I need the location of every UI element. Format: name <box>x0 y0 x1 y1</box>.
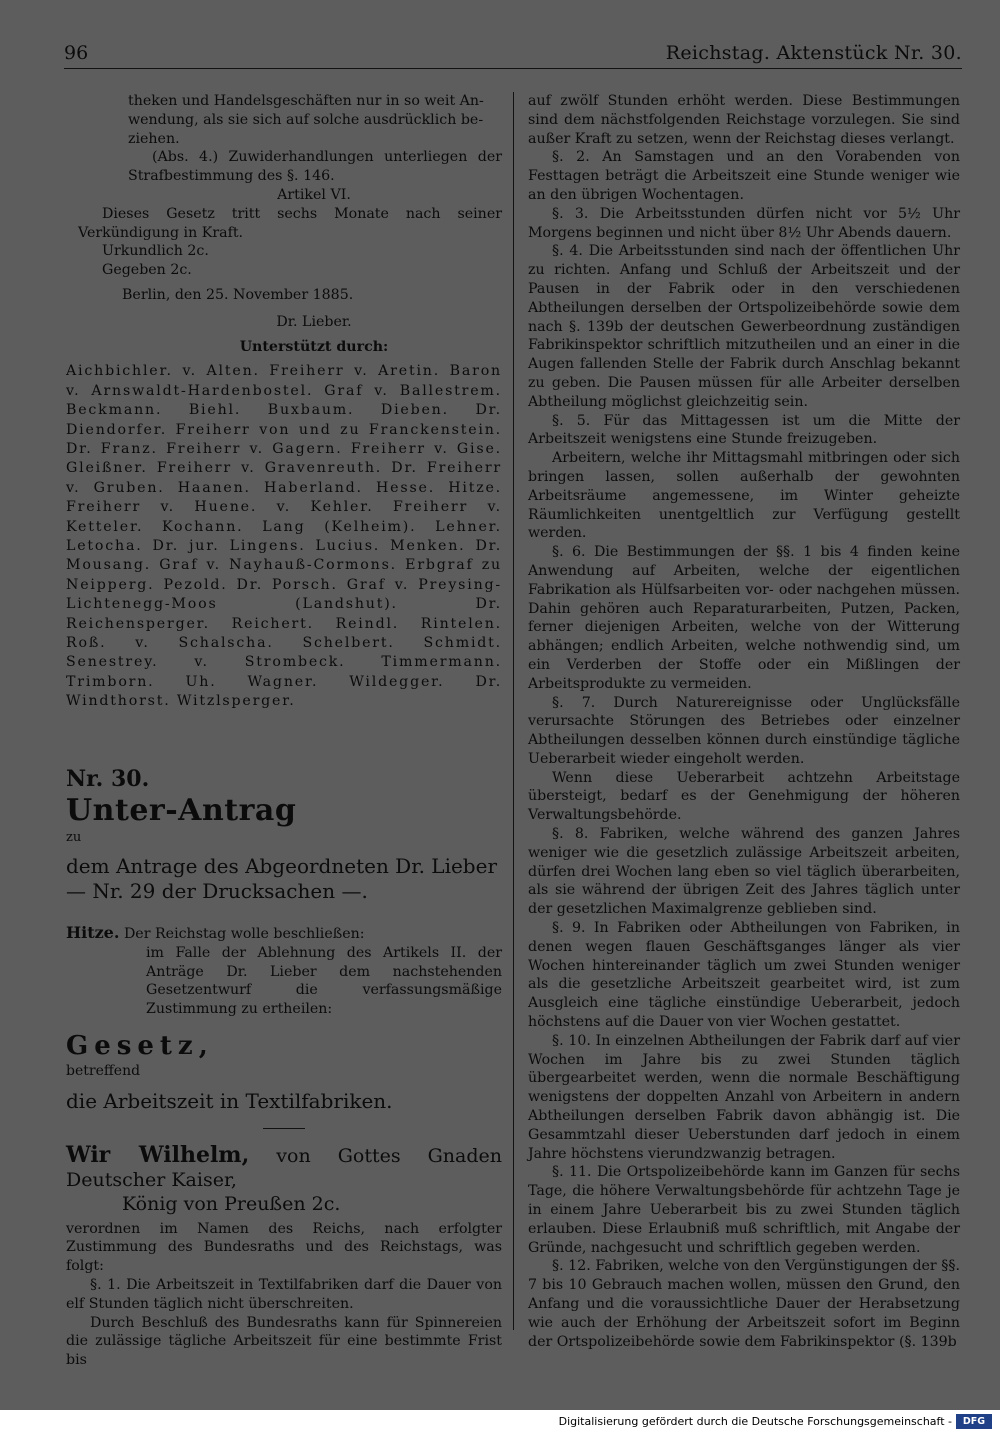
document-title: Unter-Antrag <box>66 793 297 829</box>
paragraph-7b: Wenn diese Ueberarbeit achtzehn Arbeitstage übersteigt, bedarf es der Genehmigung der höheren Verwaltungsbehörde. <box>528 769 960 824</box>
paragraph-4: §. 4. Die Arbeitsstunden sind nach der öffentlichen Uhr zu richten. Anfang und Schluß der Arbeitszeit und der Pausen in der Fabrik oder in den verschiedenen Abtheilungen derselben der Ortspolizeibehörde sowie dem nach §. 139b der deutschen Gewerbeordnung zuständigen Fabrikinspektor schriftlich mitzutheilen und an einer in die Augen fallenden Stelle der Fabrik durch Anschlag bekannt zu geben. Die Pausen müssen für alle Arbeiter derselben Abtheilung möglichst gleichzeitig sein. <box>528 243 960 410</box>
gesetz-subject: die Arbeitszeit in Textilfabriken. <box>66 1088 393 1113</box>
wir-title: von Gottes Gnaden Deutscher Kaiser, <box>66 1144 502 1191</box>
artikel-text: Dieses Gesetz tritt sechs Monate nach seiner Verkündigung in Kraft. <box>78 205 502 241</box>
paragraph-2: §. 2. An Samstagen und an den Vorabenden von Festtagen beträgt die Arbeitszeit eine Stunde weniger wie an den übrigen Wochentagen. <box>528 149 960 203</box>
supported-by-heading: Unterstützt durch: <box>239 338 389 355</box>
paragraph-12: §. 12. Fabriken, welche von den Vergünstigungen der §§. 7 bis 10 Gebrauch machen wollen, müssen den Grund, den Anfang und die voraussichtliche Dauer der Herabsetzung wie auch der Erhöhung der Arbeitszeit sofort im Beginn der Ortspolizeibehörde sowie dem Fabrikinspektor (§. 139b <box>528 1258 960 1350</box>
subtitle-line-1: dem Antrage des Abgeordneten Dr. Lieber <box>66 854 498 879</box>
page-number: 96 <box>64 42 89 64</box>
urkundlich: Urkundlich 2c. <box>102 243 209 260</box>
continuation-line: wendung, als sie sich auf solche ausdrücklich be- <box>128 111 484 128</box>
funding-credit: Digitalisierung gefördert durch die Deutsche Forschungsgemeinschaft - <box>558 1415 952 1428</box>
paragraph-1: §. 1. Die Arbeitszeit in Textilfabriken darf die Dauer von elf Stunden täglich nicht überschreiten. <box>66 1277 502 1312</box>
footer-band <box>0 1410 1000 1432</box>
gegeben: Gegeben 2c. <box>102 262 192 279</box>
right-continuation: auf zwölf Stunden erhöht werden. Diese Bestimmungen sind dem nächstfolgenden Reichstage vorzulegen. Sie sind außer Kraft zu setzen, wenn der Reichstag dieses verlangt. <box>528 93 960 147</box>
verordnen-paragraph: verordnen im Namen des Reichs, nach erfolgter Zustimmung des Bundesraths und des Reichstags, was folgt: <box>66 1220 502 1275</box>
signer: Dr. Lieber. <box>276 313 352 330</box>
column-divider <box>513 92 514 1330</box>
left-column <box>66 92 502 1370</box>
header-rule <box>64 68 962 69</box>
running-title: Reichstag. Aktenstück Nr. 30. <box>665 42 962 64</box>
document-number: Nr. 30. <box>66 765 150 792</box>
paragraph-5: §. 5. Für das Mittagessen ist um die Mitte der Arbeitszeit wenigstens eine Stunde freizugeben. <box>528 412 960 448</box>
preamble-king: König von Preußen 2c. <box>122 1192 341 1215</box>
betreffend: betreffend <box>66 1062 141 1079</box>
motion-intro-text: Der Reichstag wolle beschließen: <box>123 926 365 943</box>
gesetz-heading: Gesetz, <box>66 1031 214 1062</box>
supporters-list: Aichbichler. v. Alten. Freiherr v. Aretin. Baron v. Arnswaldt-Hardenbostel. Graf v. Ballestrem. Beckmann. Biehl. Buxbaum. Dieben. Dr. Diendorfer. Freiherr von und zu Franckenstein. Dr. Franz. Freiherr v. Gagern. Freiherr v. Gise. Gleißner. Freiherr v. Gravenreuth. Dr. Freiherr v. Gruben. Haanen. Haberland. Hesse. Hitze. Freiherr v. Huene. v. Kehler. Freiherr v. Ketteler. Kochann. Lang (Kelheim). Lehner. Letocha. Dr. jur. Lingens. Lucius. Menken. Dr. Mousang. Graf v. Nayhauß-Cormons. Erbgraf zu Neipperg. Pezold. Dr. Porsch. Graf v. Preysing-Lichtenegg-Moos (Landshut). Dr. Reichensperger. Reichert. Reindl. Rintelen. Roß. v. Schalscha. Schelbert. Schmidt. Senestrey. v. Strombeck. Timmermann. Trimborn. Uh. Wagner. Wildegger. Dr. Windthorst. Witzlsperger. <box>66 363 502 710</box>
paragraph-6: §. 6. Die Bestimmungen der §§. 1 bis 4 finden keine Anwendung auf Arbeiten, welche der eigentlichen Fabrikation als Hülfsarbeiten vor- oder nachgehen müssen. Dahin gehören auch Reparaturarbeiten, Putzen, Packen, ferner diejenigen Arbeiten, welche von der Witterung abhängen; endlich Arbeiten, welche nothwendig sind, um ein Verderben der Stoffe oder ein Mißlingen der Arbeitsprodukte zu vermeiden. <box>528 544 960 692</box>
title-zu: zu <box>66 830 82 846</box>
motion-author: Hitze. <box>66 923 120 943</box>
wir-wilhelm: Wir Wilhelm, <box>66 1141 250 1168</box>
paragraph-7: §. 7. Durch Naturereignisse oder Unglücksfälle verursachte Störungen des Betriebes oder einzelner Abtheilungen desselben können durch einstündige tägliche Ueberarbeit wieder eingeholt werden. <box>528 694 960 767</box>
continuation-line: ziehen. <box>128 130 180 147</box>
motion-text: im Falle der Ablehnung des Artikels II. der Anträge Dr. Lieber dem nachstehenden Gesetzentwurf die verfassungsmäßige Zustimmung zu ertheilen: <box>146 944 502 1018</box>
place-date: Berlin, den 25. November 1885. <box>122 286 354 303</box>
paragraph-3: §. 3. Die Arbeitsstunden dürfen nicht vor 5½ Uhr Morgens beginnen und nicht über 8½ Uhr Abends dauern. <box>528 205 960 241</box>
paragraph-9: §. 9. In Fabriken oder Abtheilungen von Fabriken, in denen wegen flauen Geschäftsganges länger als vier Wochen hintereinander täglich um zwei Stunden weniger als die gesetzliche Arbeitszeit gearbeitet wird, ist zum Ausgleich eine tägliche einstündige Ueberarbeit, jedoch höchstens auf die Dauer von vier Wochen gestattet. <box>528 920 960 1031</box>
abs4-paragraph: (Abs. 4.) Zuwiderhandlungen unterliegen der Strafbestimmung des §. 146. <box>128 149 502 185</box>
paragraph-5b: Arbeitern, welche ihr Mittagsmahl mitbringen oder sich bringen lassen, sollen außerhalb der gewohnten Arbeitsräume angemessene, im Winter geheizte Räumlichkeiten unentgeltlich zur Verfügung gestellt werden. <box>528 450 960 542</box>
continuation-block <box>66 92 502 186</box>
paragraph-10: §. 10. In einzelnen Abtheilungen der Fabrik darf auf vier Wochen im Jahre bis zu zwei Stunden täglich übergearbeitet werden, wenn die normale Beschäftigung wenigstens der doppelten Anzahl von Arbeitern in andern Abtheilungen derselben Fabrik davon abhängig ist. Die Gesammtzahl dieser Ueberstunden darf jedoch in einem Jahre höchstens vierundzwanzig betragen. <box>528 1032 960 1162</box>
motion-intro <box>66 924 502 944</box>
paragraph-8: §. 8. Fabriken, welche während des ganzen Jahres weniger wie die gesetzlich zulässige Arbeitszeit arbeiten, dürfen drei Wochen lang eben so viel täglich überarbeiten, als sie während der übrigen Zeit des Jahres täglich unter der gesetzlichen Maximalgrenze geblieben sind. <box>528 826 960 918</box>
artikel-heading: Artikel VI. <box>277 186 351 203</box>
preamble-wir <box>66 1143 502 1192</box>
page-header <box>64 40 962 70</box>
dfg-logo: DFG <box>956 1414 992 1429</box>
right-column <box>528 92 960 1351</box>
subtitle-line-2: — Nr. 29 der Drucksachen —. <box>66 879 368 904</box>
continuation-line: theken und Handelsgeschäften nur in so weit An- <box>128 93 484 109</box>
paragraph-1b: Durch Beschluß des Bundesraths kann für Spinnereien die zulässige tägliche Arbeitszeit für eine bestimmte Frist bis <box>66 1314 502 1369</box>
paragraph-11: §. 11. Die Ortspolizeibehörde kann im Ganzen für sechs Tage, die höhere Verwaltungsbehörde für achtzehn Tage je in einem Jahre Ueberarbeit bis zu zwei Stunden täglich erlauben. Diese Erlaubniß muß schriftlich, mit Angabe der Gründe, nachgesucht und schriftlich gegeben werden. <box>528 1164 960 1256</box>
